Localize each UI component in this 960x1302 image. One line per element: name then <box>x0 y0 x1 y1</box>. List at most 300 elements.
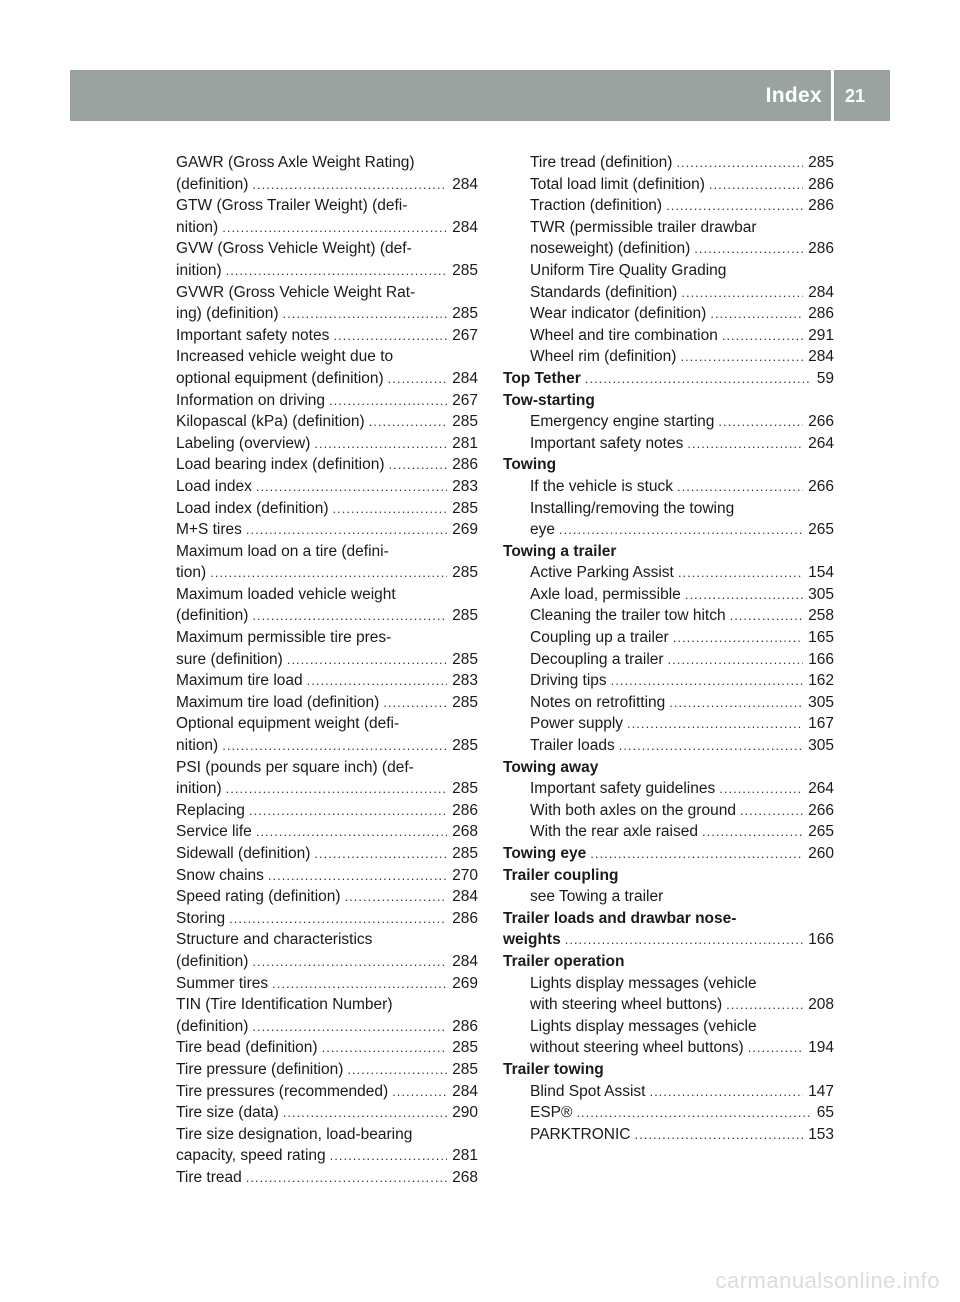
leader-dots <box>559 519 803 541</box>
entry-text: Replacing <box>176 801 245 819</box>
index-column-right <box>503 152 834 1145</box>
leader-dots <box>611 670 803 692</box>
leader-dots <box>666 195 803 217</box>
index-entry <box>503 605 834 627</box>
index-entry <box>503 476 834 498</box>
leader-dots <box>722 325 803 347</box>
entry-page: 285 <box>452 305 478 323</box>
entry-text: Tire size designation, load-bearing <box>176 1125 413 1143</box>
entry-text: Driving tips <box>530 672 607 690</box>
entry-text: Towing a trailer <box>503 542 617 560</box>
leader-dots <box>392 1081 447 1103</box>
leader-dots <box>369 411 447 433</box>
index-entry <box>176 951 478 973</box>
entry-text: (definition) <box>176 1017 249 1035</box>
leader-dots <box>685 584 803 606</box>
entry-text: M+S tires <box>176 521 242 539</box>
entry-page: 147 <box>808 1082 834 1100</box>
index-entry <box>176 908 478 930</box>
entry-text: nition) <box>176 218 219 236</box>
index-entry <box>503 994 834 1016</box>
entry-text: with steering wheel buttons) <box>530 996 723 1014</box>
entry-page: 286 <box>452 909 478 927</box>
entry-text: Snow chains <box>176 866 264 884</box>
leader-dots <box>330 1145 447 1167</box>
entry-text: Maximum load on a tire (defini- <box>176 542 389 560</box>
entry-text: Maximum tire load (definition) <box>176 693 380 711</box>
leader-dots <box>333 325 447 347</box>
leader-dots <box>718 411 803 433</box>
entry-page: 265 <box>808 521 834 539</box>
index-entry <box>176 670 478 692</box>
entry-text: Traction (definition) <box>530 197 663 215</box>
index-entry <box>176 627 478 649</box>
index-entry <box>176 174 478 196</box>
entry-text: Important safety notes <box>176 326 330 344</box>
index-entry <box>503 670 834 692</box>
index-entry <box>503 260 834 282</box>
entry-text: Trailer loads and drawbar nose- <box>503 909 737 927</box>
entry-page: 167 <box>808 715 834 733</box>
entry-page: 266 <box>808 801 834 819</box>
index-entry <box>176 433 478 455</box>
leader-dots <box>246 519 447 541</box>
leader-dots <box>719 778 803 800</box>
section-title: Index <box>765 84 822 107</box>
index-entry <box>503 1102 834 1124</box>
leader-dots <box>681 282 803 304</box>
leader-dots <box>669 692 803 714</box>
leader-dots <box>268 865 447 887</box>
index-entry <box>503 195 834 217</box>
entry-text: GVW (Gross Vehicle Weight) (def- <box>176 240 412 258</box>
index-entry <box>503 433 834 455</box>
leader-dots <box>680 346 803 368</box>
entry-text: Uniform Tire Quality Grading <box>530 261 727 279</box>
entry-page: 283 <box>452 477 478 495</box>
entry-page: 286 <box>452 1017 478 1035</box>
index-entry <box>176 929 478 951</box>
entry-text: sure (definition) <box>176 650 283 668</box>
entry-text: Summer tires <box>176 974 269 992</box>
index-entry <box>176 1145 478 1167</box>
entry-text: Service life <box>176 823 252 841</box>
index-entry <box>176 368 478 390</box>
leader-dots <box>307 670 448 692</box>
entry-page: 266 <box>808 413 834 431</box>
index-entry <box>176 994 478 1016</box>
entry-text: (definition) <box>176 952 249 970</box>
index-entry <box>503 951 834 973</box>
entry-page: 305 <box>808 585 834 603</box>
entry-page: 264 <box>808 780 834 798</box>
index-entry <box>503 1037 834 1059</box>
entry-text: PSI (pounds per square inch) (def- <box>176 758 414 776</box>
entry-text: Tire tread (definition) <box>530 154 673 171</box>
entry-page: 285 <box>452 693 478 711</box>
entry-page: 166 <box>808 650 834 668</box>
index-entry <box>503 325 834 347</box>
entry-text: Installing/removing the towing <box>530 499 735 517</box>
entry-page: 285 <box>452 780 478 798</box>
entry-text: Trailer towing <box>503 1060 604 1078</box>
index-entry <box>503 1016 834 1038</box>
index-entry <box>176 1102 478 1124</box>
index-entry <box>176 584 478 606</box>
entry-page: 286 <box>452 456 478 474</box>
leader-dots <box>687 433 803 455</box>
entry-page: 154 <box>808 564 834 582</box>
entry-text: Cleaning the trailer tow hitch <box>530 607 726 625</box>
entry-page: 285 <box>452 845 478 862</box>
leader-dots <box>383 692 447 714</box>
index-entry <box>176 498 478 520</box>
entry-text: Decoupling a trailer <box>530 650 664 668</box>
leader-dots <box>748 1037 803 1059</box>
entry-text: Trailer loads <box>530 737 615 755</box>
entry-text: Important safety guidelines <box>530 780 716 798</box>
leader-dots <box>388 368 447 390</box>
entry-page: 305 <box>808 737 834 755</box>
entry-text: Information on driving <box>176 391 326 409</box>
index-entry <box>176 649 478 671</box>
index-column-left <box>176 152 478 1189</box>
entry-page: 284 <box>808 283 834 301</box>
entry-text: Speed rating (definition) <box>176 888 341 906</box>
index-entry <box>176 821 478 843</box>
entry-text: Wheel rim (definition) <box>530 348 677 366</box>
leader-dots <box>565 929 803 951</box>
leader-dots <box>585 368 812 390</box>
entry-text: (definition) <box>176 607 249 625</box>
entry-text: capacity, speed rating <box>176 1147 326 1165</box>
entry-page: 284 <box>452 952 478 970</box>
leader-dots <box>668 649 804 671</box>
index-entry <box>503 1059 834 1081</box>
entry-page: 166 <box>808 931 834 949</box>
index-entry <box>503 929 834 951</box>
entry-text: With both axles on the ground <box>530 801 736 819</box>
leader-dots <box>329 390 447 412</box>
index-entry <box>503 541 834 563</box>
index-entry <box>176 1037 478 1059</box>
entry-page: 286 <box>452 801 478 819</box>
index-entry <box>503 584 834 606</box>
index-entry <box>503 627 834 649</box>
leader-dots <box>740 800 803 822</box>
entry-page: 285 <box>452 499 478 517</box>
entry-page: 153 <box>808 1125 834 1143</box>
leader-dots <box>246 1167 447 1189</box>
entry-text: noseweight) (definition) <box>530 240 691 258</box>
index-entry <box>176 778 478 800</box>
entry-text: tion) <box>176 564 207 582</box>
leader-dots <box>677 476 803 498</box>
leader-dots <box>252 174 447 196</box>
index-entry <box>503 1124 834 1146</box>
entry-text: Tow-starting <box>503 391 595 409</box>
index-entry <box>176 390 478 412</box>
entry-text: see Towing a trailer <box>530 888 664 906</box>
index-entry <box>176 411 478 433</box>
entry-text: PARKTRONIC <box>530 1125 631 1143</box>
leader-dots <box>287 649 447 671</box>
index-entry <box>176 757 478 779</box>
header-divider <box>831 70 834 121</box>
index-entry <box>503 800 834 822</box>
entry-text: Important safety notes <box>530 434 684 452</box>
entry-text: Top Tether <box>503 369 581 387</box>
entry-text: TWR (permissible trailer drawbar <box>530 218 757 236</box>
entry-page: 284 <box>808 348 834 366</box>
leader-dots <box>709 174 803 196</box>
index-entry <box>176 195 478 217</box>
entry-page: 59 <box>816 369 834 387</box>
leader-dots <box>710 303 803 325</box>
index-entry <box>503 411 834 433</box>
leader-dots <box>702 821 803 843</box>
index-entry <box>176 476 478 498</box>
entry-text: ing) (definition) <box>176 305 279 323</box>
entry-text: optional equipment (definition) <box>176 369 384 387</box>
index-entry <box>176 562 478 584</box>
index-entry <box>503 174 834 196</box>
index-entry <box>503 390 834 412</box>
leader-dots <box>283 303 448 325</box>
entry-text: Trailer operation <box>503 952 625 970</box>
index-entry <box>503 908 834 930</box>
index-entry <box>503 454 834 476</box>
index-entry <box>503 562 834 584</box>
index-entry <box>503 346 834 368</box>
entry-page: 286 <box>808 175 834 193</box>
entry-text: Sidewall (definition) <box>176 845 311 862</box>
leader-dots <box>676 152 803 174</box>
leader-dots <box>730 605 804 627</box>
entry-text: Axle load, permissible <box>530 585 681 603</box>
leader-dots <box>252 605 447 627</box>
index-entry <box>176 1016 478 1038</box>
entry-page: 260 <box>808 845 834 862</box>
index-entry <box>503 303 834 325</box>
entry-text: GTW (Gross Trailer Weight) (defi- <box>176 197 408 215</box>
index-entry <box>503 843 834 865</box>
entry-text: Wear indicator (definition) <box>530 305 707 323</box>
entry-page: 266 <box>808 477 834 495</box>
index-entry <box>176 800 478 822</box>
entry-page: 269 <box>452 974 478 992</box>
entry-text: Tire pressures (recommended) <box>176 1082 389 1100</box>
index-entry <box>176 1124 478 1146</box>
leader-dots <box>256 821 447 843</box>
entry-page: 286 <box>808 305 834 323</box>
index-entry <box>176 692 478 714</box>
index-entry <box>503 498 834 520</box>
index-entry <box>503 692 834 714</box>
entry-text: Optional equipment weight (defi- <box>176 715 400 733</box>
index-entry <box>176 1081 478 1103</box>
entry-page: 284 <box>452 218 478 236</box>
entry-page: 65 <box>816 1104 834 1122</box>
entry-page: 265 <box>808 823 834 841</box>
entry-page: 285 <box>452 737 478 755</box>
entry-text: Increased vehicle weight due to <box>176 348 394 366</box>
entry-text: Power supply <box>530 715 624 733</box>
index-entry <box>503 973 834 995</box>
leader-dots <box>252 1016 447 1038</box>
entry-text: Maximum loaded vehicle weight <box>176 585 396 603</box>
index-entry <box>176 152 478 174</box>
entry-text: Structure and characteristics <box>176 931 373 949</box>
entry-text: Wheel and tire combination <box>530 326 718 344</box>
entry-text: Lights display messages (vehicle <box>530 1017 757 1035</box>
index-entry <box>503 152 834 174</box>
index-entry <box>176 217 478 239</box>
index-entry <box>503 757 834 779</box>
leader-dots <box>222 735 447 757</box>
index-entry <box>176 303 478 325</box>
entry-text: TIN (Tire Identification Number) <box>176 996 393 1014</box>
index-entry <box>503 735 834 757</box>
leader-dots <box>226 778 447 800</box>
entry-page: 291 <box>808 326 834 344</box>
leader-dots <box>627 713 803 735</box>
entry-page: 281 <box>452 434 478 452</box>
entry-text: weights <box>503 931 561 949</box>
leader-dots <box>283 1102 447 1124</box>
leader-dots <box>314 843 447 865</box>
entry-text: Load index (definition) <box>176 499 329 517</box>
entry-page: 269 <box>452 521 478 539</box>
leader-dots <box>347 1059 447 1081</box>
entry-page: 285 <box>452 413 478 431</box>
entry-text: (definition) <box>176 175 249 193</box>
entry-page: 284 <box>452 888 478 906</box>
leader-dots <box>322 1037 448 1059</box>
index-entry <box>176 605 478 627</box>
entry-page: 305 <box>808 693 834 711</box>
index-entry <box>503 649 834 671</box>
leader-dots <box>210 562 447 584</box>
watermark: carmanualsonline.info <box>715 1268 940 1293</box>
entry-page: 162 <box>808 672 834 690</box>
entry-text: eye <box>530 521 555 539</box>
entry-page: 194 <box>808 1039 834 1057</box>
entry-text: ESP® <box>530 1104 573 1122</box>
leader-dots <box>590 843 803 865</box>
entry-page: 270 <box>452 866 478 884</box>
index-entry <box>503 282 834 304</box>
index-entry <box>503 238 834 260</box>
entry-text: Load bearing index (definition) <box>176 456 385 474</box>
entry-text: Total load limit (definition) <box>530 175 705 193</box>
leader-dots <box>272 973 447 995</box>
entry-text: Tire tread <box>176 1168 242 1186</box>
entry-text: Maximum permissible tire pres- <box>176 629 392 647</box>
entry-text: Storing <box>176 909 226 927</box>
index-entry <box>503 217 834 239</box>
entry-text: GAWR (Gross Axle Weight Rating) <box>176 154 415 171</box>
index-entry <box>503 821 834 843</box>
index-entry <box>503 778 834 800</box>
index-entry <box>176 454 478 476</box>
entry-text: Tire size (data) <box>176 1104 279 1122</box>
index-entry <box>176 325 478 347</box>
index-entry <box>503 519 834 541</box>
index-entry <box>176 260 478 282</box>
entry-text: Labeling (overview) <box>176 434 311 452</box>
entry-page: 285 <box>452 607 478 625</box>
leader-dots <box>226 260 447 282</box>
index-entry <box>176 346 478 368</box>
entry-text: Towing <box>503 456 557 474</box>
entry-text: Lights display messages (vehicle <box>530 974 757 992</box>
index-entry <box>176 973 478 995</box>
index-entry <box>503 1081 834 1103</box>
index-entry <box>176 713 478 735</box>
entry-page: 285 <box>808 154 834 171</box>
index-entry <box>176 238 478 260</box>
index-entry <box>176 519 478 541</box>
entry-page: 208 <box>808 996 834 1014</box>
index-entry <box>176 735 478 757</box>
leader-dots <box>726 994 803 1016</box>
leader-dots <box>229 908 447 930</box>
leader-dots <box>222 217 447 239</box>
entry-page: 285 <box>452 564 478 582</box>
entry-page: 285 <box>452 261 478 279</box>
entry-text: Towing eye <box>503 845 587 862</box>
entry-page: 165 <box>808 629 834 647</box>
entry-page: 267 <box>452 326 478 344</box>
entry-text: without steering wheel buttons) <box>530 1039 744 1057</box>
entry-page: 283 <box>452 672 478 690</box>
leader-dots <box>673 627 803 649</box>
entry-page: 285 <box>452 1060 478 1078</box>
leader-dots <box>619 735 803 757</box>
index-entry <box>176 1167 478 1189</box>
entry-text: Maximum tire load <box>176 672 303 690</box>
index-entry <box>503 886 834 908</box>
entry-page: 281 <box>452 1147 478 1165</box>
index-entry <box>503 865 834 887</box>
leader-dots <box>634 1124 803 1146</box>
entry-text: Active Parking Assist <box>530 564 674 582</box>
entry-text: Load index <box>176 477 252 495</box>
leader-dots <box>249 800 447 822</box>
entry-text: Tire bead (definition) <box>176 1039 318 1057</box>
entry-text: Emergency engine starting <box>530 413 715 431</box>
entry-text: Kilopascal (kPa) (definition) <box>176 413 365 431</box>
entry-text: GVWR (Gross Vehicle Weight Rat- <box>176 283 416 301</box>
entry-page: 284 <box>452 1082 478 1100</box>
leader-dots <box>314 433 447 455</box>
entry-page: 284 <box>452 369 478 387</box>
entry-page: 264 <box>808 434 834 452</box>
entry-page: 258 <box>808 607 834 625</box>
entry-text: Standards (definition) <box>530 283 678 301</box>
index-entry <box>503 368 834 390</box>
entry-text: With the rear axle raised <box>530 823 698 841</box>
entry-text: Notes on retrofitting <box>530 693 666 711</box>
index-entry <box>176 541 478 563</box>
leader-dots <box>678 562 803 584</box>
entry-text: If the vehicle is stuck <box>530 477 674 495</box>
leader-dots <box>345 886 448 908</box>
entry-page: 284 <box>452 175 478 193</box>
entry-page: 268 <box>452 823 478 841</box>
entry-page: 286 <box>808 240 834 258</box>
